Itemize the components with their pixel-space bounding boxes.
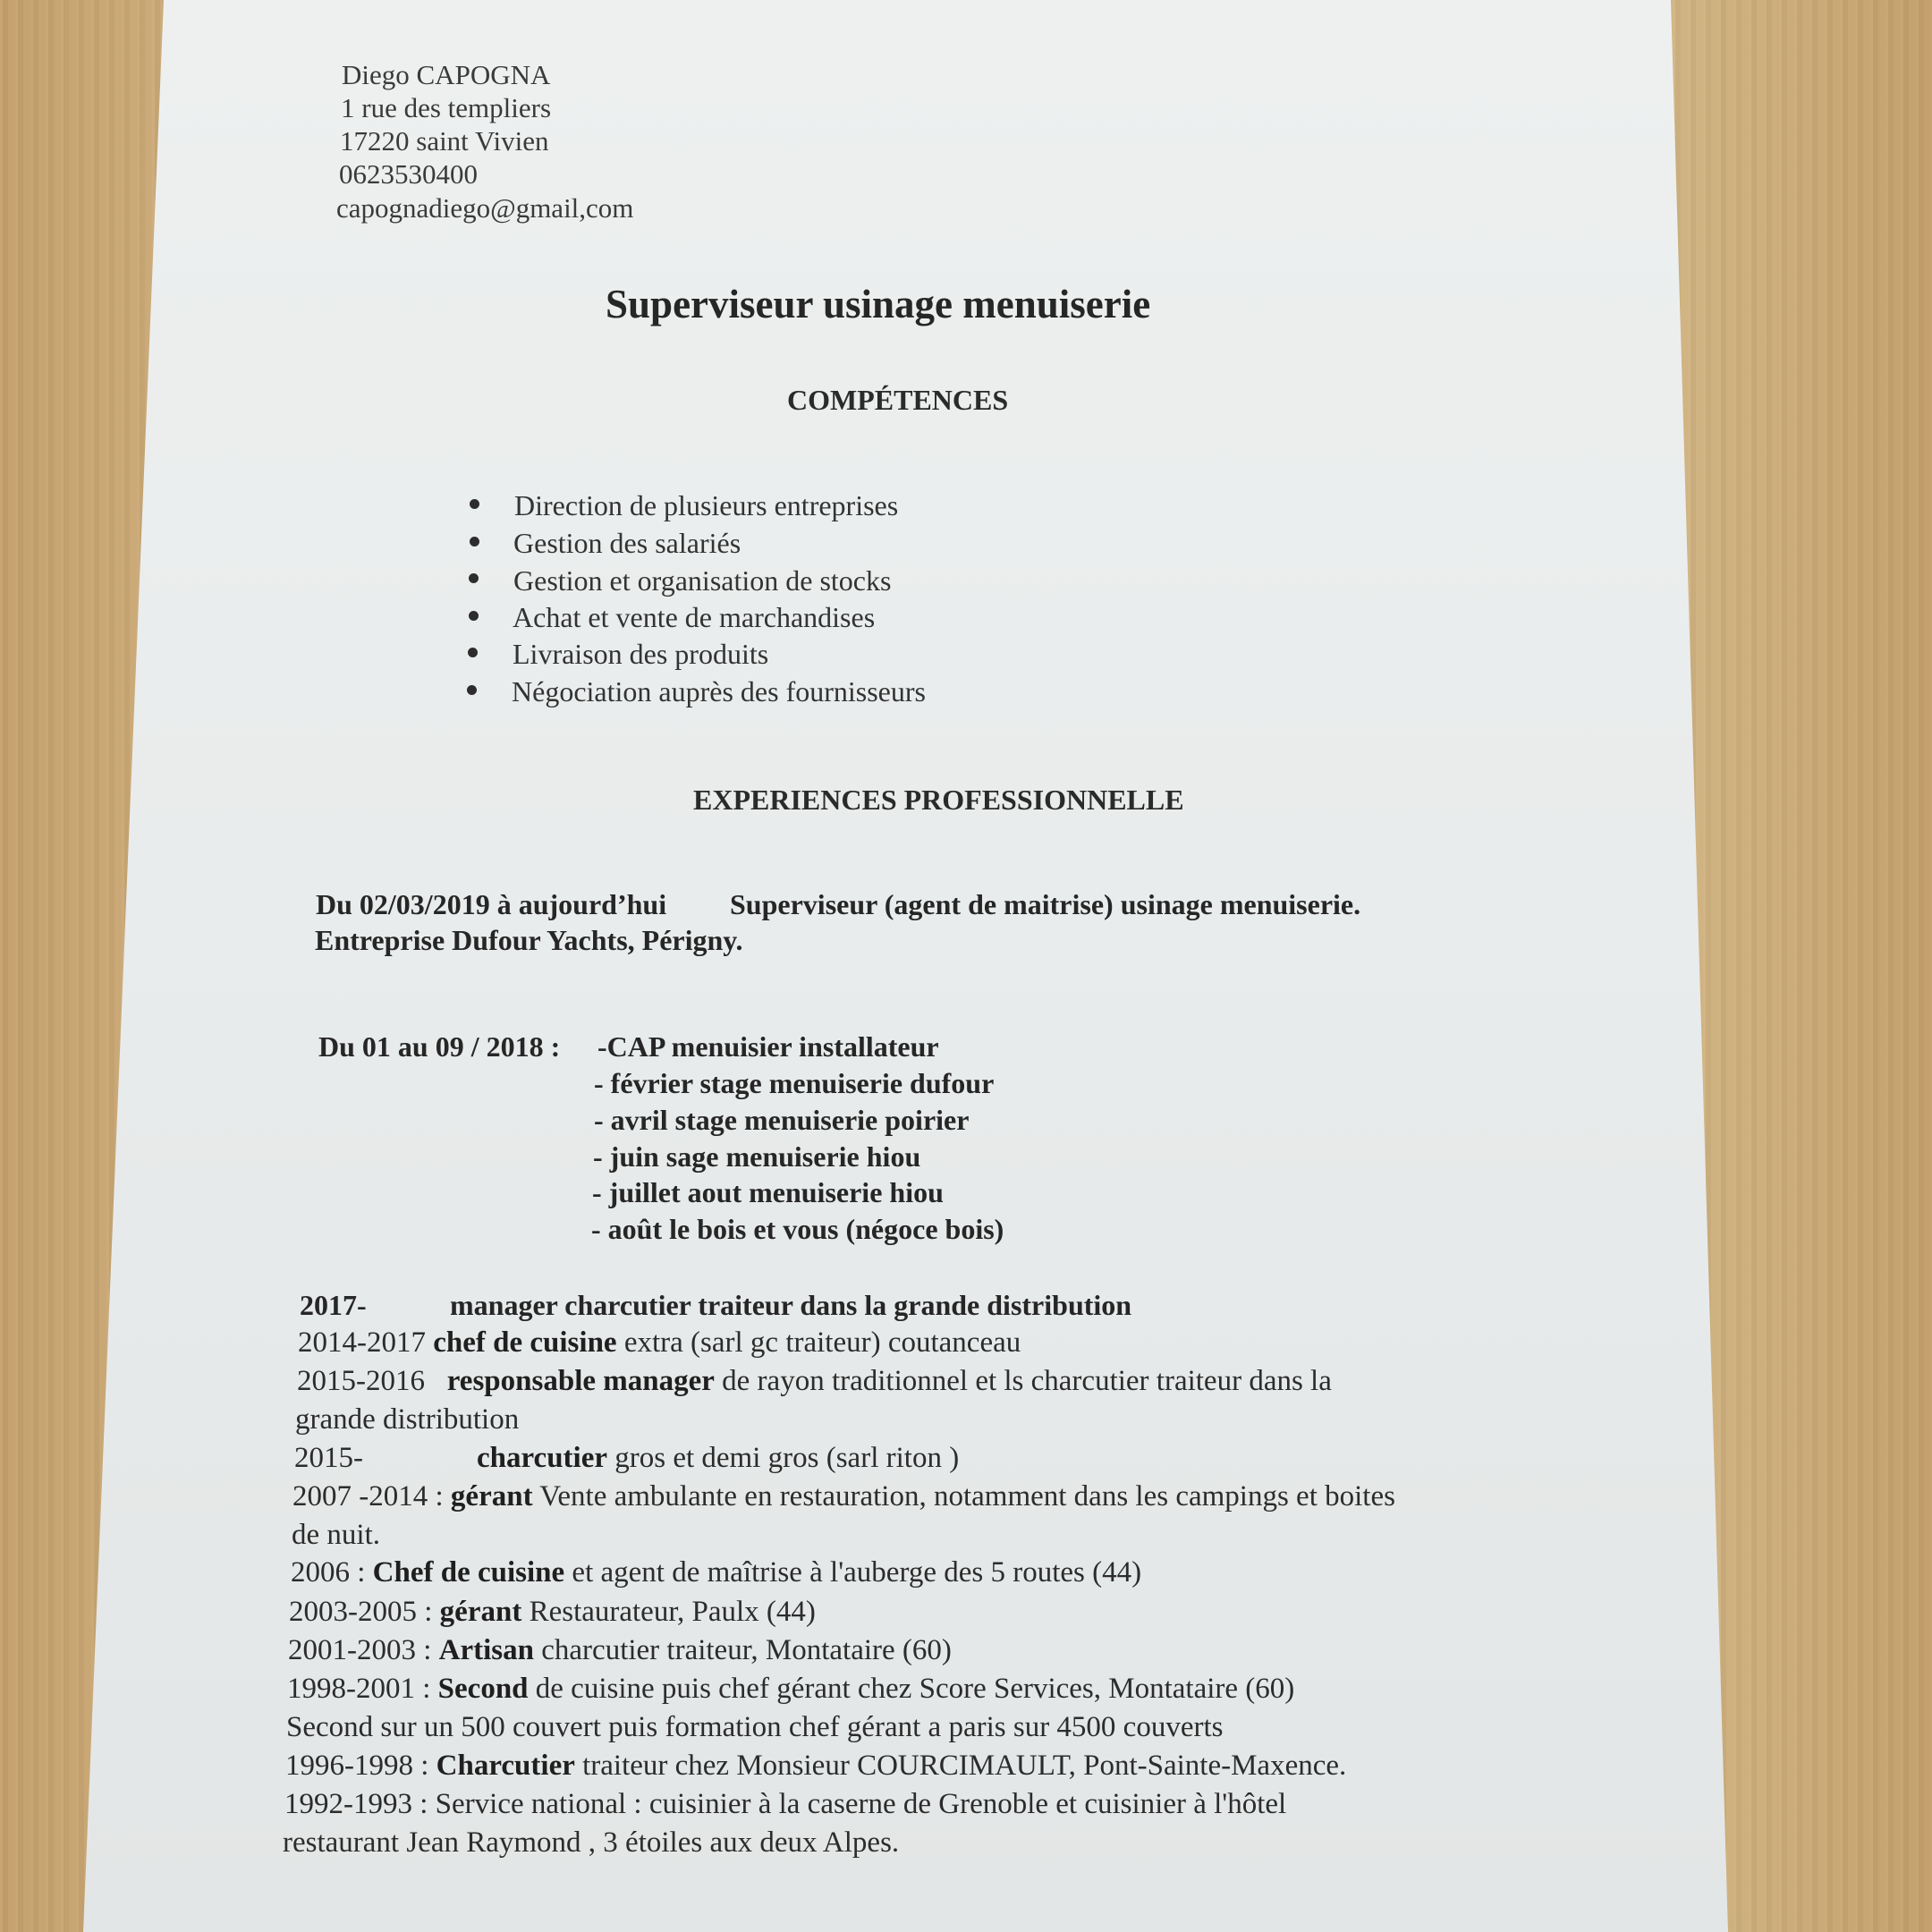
history-entry-continued: grande distribution xyxy=(295,1403,520,1436)
history-entry xyxy=(284,1790,1286,1819)
history-years: 1996-1998 : xyxy=(285,1750,429,1782)
bullet-icon xyxy=(469,611,479,621)
history-details: Service national : cuisinier à la caserne de Grenoble et cuisinier à l'hôtel xyxy=(435,1788,1287,1820)
history-details: de rayon traditionnel et ls charcutier traiteur dans la xyxy=(714,1365,1332,1397)
history-role: gérant xyxy=(450,1480,533,1513)
current-job-company: Entreprise Dufour Yachts, Périgny. xyxy=(315,924,743,956)
current-job-period: Du 02/03/2019 à aujourd’hui xyxy=(316,888,667,920)
history-entry xyxy=(298,1328,1021,1358)
history-entry xyxy=(477,1444,959,1473)
competence-item: Négociation auprès des fournisseurs xyxy=(512,675,926,708)
history-years: 2015- xyxy=(294,1442,363,1474)
competences-heading: COMPÉTENCES xyxy=(787,384,1009,416)
bullet-icon xyxy=(470,537,479,547)
contact-street: 1 rue des templiers xyxy=(341,92,552,123)
training-line: - juillet aout menuiserie hiou xyxy=(592,1176,944,1208)
history-details: extra (sarl gc traiteur) coutanceau xyxy=(616,1326,1021,1359)
current-job-role: Superviseur (agent de maitrise) usinage menuiserie. xyxy=(730,888,1361,920)
history-details: Restaurateur, Paulx (44) xyxy=(521,1596,816,1628)
history-details: gros et demi gros (sarl riton ) xyxy=(607,1442,960,1474)
history-role: Second xyxy=(437,1673,529,1705)
competence-item: Gestion des salariés xyxy=(513,527,741,559)
history-details: et agent de maîtrise à l'auberge des 5 routes (44) xyxy=(564,1556,1142,1589)
history-years: 2014-2017 xyxy=(298,1326,426,1359)
history-years: 2007 -2014 : xyxy=(292,1480,444,1513)
competence-item: Gestion et organisation de stocks xyxy=(513,564,892,597)
contact-name: Diego CAPOGNA xyxy=(342,59,551,90)
history-entry-continued: de nuit. xyxy=(292,1519,380,1551)
history-years: 2017- xyxy=(300,1289,367,1321)
history-years: 1992-1993 : xyxy=(284,1788,428,1820)
history-role: gérant xyxy=(439,1596,522,1628)
training-line: - février stage menuiserie dufour xyxy=(594,1067,995,1099)
history-entry-continued: restaurant Jean Raymond , 3 étoiles aux deux Alpes. xyxy=(283,1826,900,1859)
bullet-icon xyxy=(468,648,478,657)
cv-title: Superviseur usinage menuiserie xyxy=(606,282,1151,326)
history-details: Vente ambulante en restauration, notamment dans les campings et boites xyxy=(532,1480,1395,1513)
history-details: traiteur chez Monsieur COURCIMAULT, Pont-Sainte-Maxence. xyxy=(574,1750,1347,1782)
history-role: Artisan xyxy=(438,1634,535,1666)
history-role: Charcutier xyxy=(436,1750,575,1782)
history-entry-continued: Second sur un 500 couvert puis formation chef gérant a paris sur 4500 couverts xyxy=(286,1711,1224,1743)
history-entry xyxy=(291,1558,1141,1588)
bullet-icon xyxy=(467,685,477,695)
history-entry xyxy=(294,1444,363,1473)
competence-item: Direction de plusieurs entreprises xyxy=(514,489,899,521)
history-details: de cuisine puis chef gérant chez Score Services, Montataire (60) xyxy=(528,1673,1295,1705)
training-line: - juin sage menuiserie hiou xyxy=(593,1140,921,1173)
bullet-icon xyxy=(470,499,479,509)
experiences-heading: EXPERIENCES PROFESSIONNELLE xyxy=(693,784,1184,816)
competence-item: Livraison des produits xyxy=(513,638,769,670)
history-entry xyxy=(292,1482,1395,1512)
history-role: charcutier xyxy=(477,1442,608,1474)
history-years: 2006 : xyxy=(291,1556,366,1589)
training-first-line: -CAP menuisier installateur xyxy=(597,1030,939,1063)
bullet-icon xyxy=(469,573,479,583)
history-role: chef de cuisine xyxy=(433,1326,617,1359)
history-details: charcutier traiteur, Montataire (60) xyxy=(534,1634,952,1666)
training-line: - août le bois et vous (négoce bois) xyxy=(591,1213,1004,1245)
competence-item: Achat et vente de marchandises xyxy=(513,601,876,633)
history-entry xyxy=(297,1367,1332,1396)
history-role: Chef de cuisine xyxy=(372,1556,565,1589)
history-years: 2015-2016 xyxy=(297,1365,425,1397)
history-years: 2001-2003 : xyxy=(288,1634,432,1666)
history-entry xyxy=(288,1636,952,1665)
training-period: Du 01 au 09 / 2018 : xyxy=(318,1030,561,1063)
contact-phone: 0623530400 xyxy=(339,158,478,190)
history-entry xyxy=(289,1597,816,1627)
training-line: - avril stage menuiserie poirier xyxy=(594,1104,970,1136)
history-role: manager charcutier traiteur dans la grande distribution xyxy=(450,1289,1132,1321)
history-role: responsable manager xyxy=(446,1365,715,1397)
history-years: 1998-2001 : xyxy=(287,1673,431,1705)
history-entry xyxy=(287,1674,1294,1704)
history-entry xyxy=(285,1751,1346,1781)
history-years: 2003-2005 : xyxy=(289,1596,433,1628)
contact-city: 17220 saint Vivien xyxy=(340,125,549,157)
contact-email: capognadiego@gmail,com xyxy=(336,192,634,224)
